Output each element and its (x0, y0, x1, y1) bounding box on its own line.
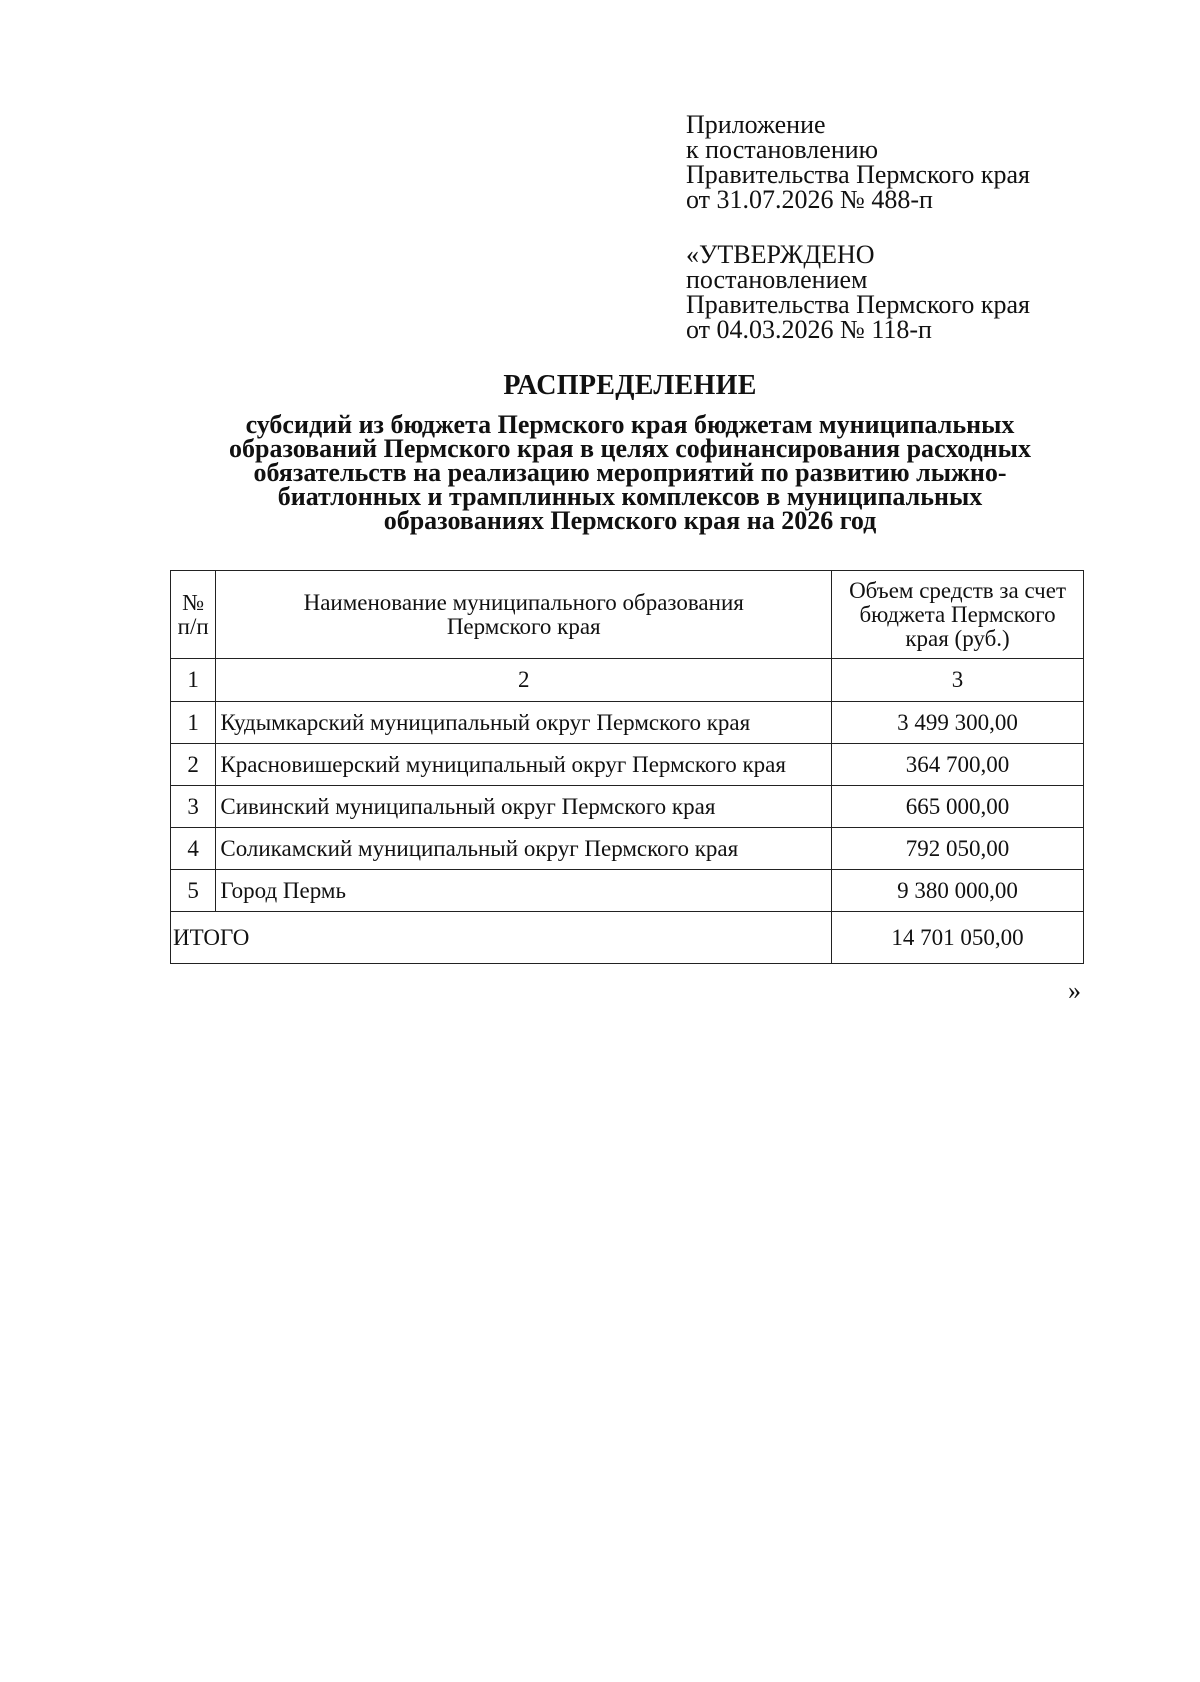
table-row (171, 870, 1084, 912)
row-number: 4 (171, 828, 216, 870)
approval-line: от 04.03.2026 № 118-п (686, 315, 932, 344)
subtitle-line: субсидий из бюджета Пермского края бюджетам муниципальных (245, 410, 1015, 439)
header-num-label: п/п (177, 613, 209, 639)
row-number: 3 (171, 786, 216, 828)
header-name (216, 571, 832, 659)
attachment-line: от 31.07.2026 № 488-п (686, 185, 933, 214)
column-index-cell: 2 (216, 659, 832, 702)
attachment-line: Правительства Пермского края (686, 160, 1030, 189)
subsidy-amount: 3 499 300,00 (832, 702, 1084, 744)
header-num-symbol: № (182, 589, 205, 615)
header-amount (832, 571, 1084, 659)
subtitle-line: биатлонных и трамплинных комплексов в муниципальных (277, 482, 983, 511)
attachment-line: к постановлению (686, 135, 879, 164)
distribution-table (170, 570, 1084, 964)
municipality-name: Кудымкарский муниципальный округ Пермского края (216, 702, 832, 744)
subsidy-amount: 364 700,00 (832, 744, 1084, 786)
approval-block (686, 242, 1030, 342)
municipality-name: Город Пермь (216, 870, 832, 912)
header-amount-line: бюджета Пермского (859, 601, 1056, 627)
header-num (171, 571, 216, 659)
column-index-cell: 1 (171, 659, 216, 702)
subsidy-amount: 792 050,00 (832, 828, 1084, 870)
column-index-row (171, 659, 1084, 702)
subsidy-amount: 9 380 000,00 (832, 870, 1084, 912)
subtitle-line: образованиях Пермского края на 2026 год (383, 506, 877, 535)
row-number: 1 (171, 702, 216, 744)
document-subtitle (170, 410, 1090, 535)
row-number: 5 (171, 870, 216, 912)
header-name-line: Пермского края (446, 613, 601, 639)
header-name-line: Наименование муниципального образования (303, 589, 744, 615)
header-amount-line: края (руб.) (905, 625, 1010, 651)
row-number: 2 (171, 744, 216, 786)
total-label: ИТОГО (171, 912, 832, 964)
municipality-name: Соликамский муниципальный округ Пермского края (216, 828, 832, 870)
total-amount: 14 701 050,00 (832, 912, 1084, 964)
table-row (171, 702, 1084, 744)
municipality-name: Сивинский муниципальный округ Пермского края (216, 786, 832, 828)
closing-quote: » (1068, 976, 1081, 1005)
header-amount-line: Объем средств за счет (849, 577, 1067, 603)
approval-line: постановлением (686, 265, 868, 294)
table-row (171, 828, 1084, 870)
subtitle-line: образований Пермского края в целях софинансирования расходных (229, 434, 1031, 463)
total-row (171, 912, 1084, 964)
attachment-line: Приложение (686, 110, 826, 139)
approval-line: Правительства Пермского края (686, 290, 1030, 319)
municipality-name: Красновишерский муниципальный округ Пермского края (216, 744, 832, 786)
table-header-row (171, 571, 1084, 659)
column-index-cell: 3 (832, 659, 1084, 702)
document-title: РАСПРЕДЕЛЕНИЕ (503, 370, 757, 401)
approval-line: «УТВЕРЖДЕНО (686, 240, 875, 269)
subsidy-amount: 665 000,00 (832, 786, 1084, 828)
table-row (171, 744, 1084, 786)
subtitle-line: обязательств на реализацию мероприятий по развитию лыжно- (253, 458, 1007, 487)
attachment-block (686, 112, 1030, 212)
table-row (171, 786, 1084, 828)
